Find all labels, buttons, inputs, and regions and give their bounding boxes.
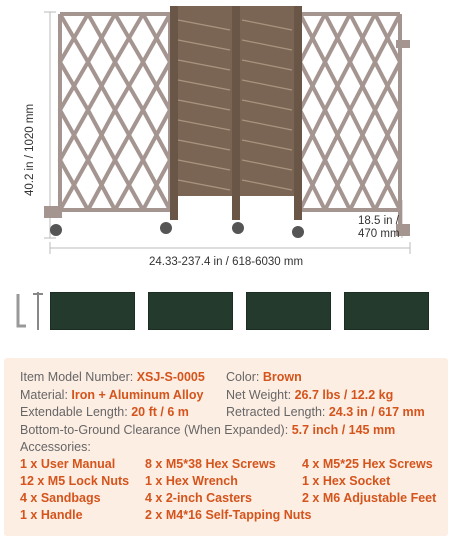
spec-model: Item Model Number: XSJ-S-0005 <box>20 370 205 384</box>
self-tapping-nut-icon <box>33 292 43 330</box>
accessory-item: 8 x M5*38 Hex Screws <box>145 457 276 471</box>
right-lattice <box>300 14 410 228</box>
spec-material: Material: Iron + Aluminum Alloy <box>20 388 204 402</box>
accessory-item: 2 x M6 Adjustable Feet <box>302 491 437 505</box>
sandbag-3 <box>246 292 331 330</box>
accessory-item: 12 x M5 Lock Nuts <box>20 474 130 488</box>
accessory-item: 1 x Hex Socket <box>302 474 391 488</box>
spec-weight: Net Weight: 26.7 lbs / 12.2 kg <box>226 388 394 402</box>
spec-panel <box>4 358 448 536</box>
accessory-item: 1 x User Manual <box>20 457 116 471</box>
width-dimension: 24.33-237.4 in / 618-6030 mm <box>148 256 304 268</box>
sandbag-1 <box>50 292 135 330</box>
height-dimension: 40.2 in / 1020 mm <box>24 103 36 197</box>
accessory-item: 4 x 2-inch Casters <box>145 491 252 505</box>
spec-extendable-length: Extendable Length: 20 ft / 6 m <box>20 405 189 419</box>
folded-panels <box>170 6 302 220</box>
spec-color: Color: Brown <box>226 370 302 384</box>
spec-retracted-length: Retracted Length: 24.3 in / 617 mm <box>226 405 425 419</box>
clearance-dimension: 18.5 in / 470 mm <box>358 215 400 240</box>
accessory-item: 2 x M4*16 Self-Tapping Nuts <box>145 508 312 522</box>
accessory-item: 4 x M5*25 Hex Screws <box>302 457 433 471</box>
sandbag-2 <box>148 292 233 330</box>
sandbag-4 <box>344 292 429 330</box>
accessory-item: 4 x Sandbags <box>20 491 101 505</box>
left-lattice <box>60 14 170 210</box>
accessory-item: 1 x Handle <box>20 508 83 522</box>
hex-wrench-icon <box>18 294 26 326</box>
accessory-item: 1 x Hex Wrench <box>145 474 238 488</box>
accessories-heading: Accessories: <box>20 440 91 454</box>
spec-clearance: Bottom-to-Ground Clearance (When Expanded): 5.7 inch / 145 mm <box>20 423 396 437</box>
